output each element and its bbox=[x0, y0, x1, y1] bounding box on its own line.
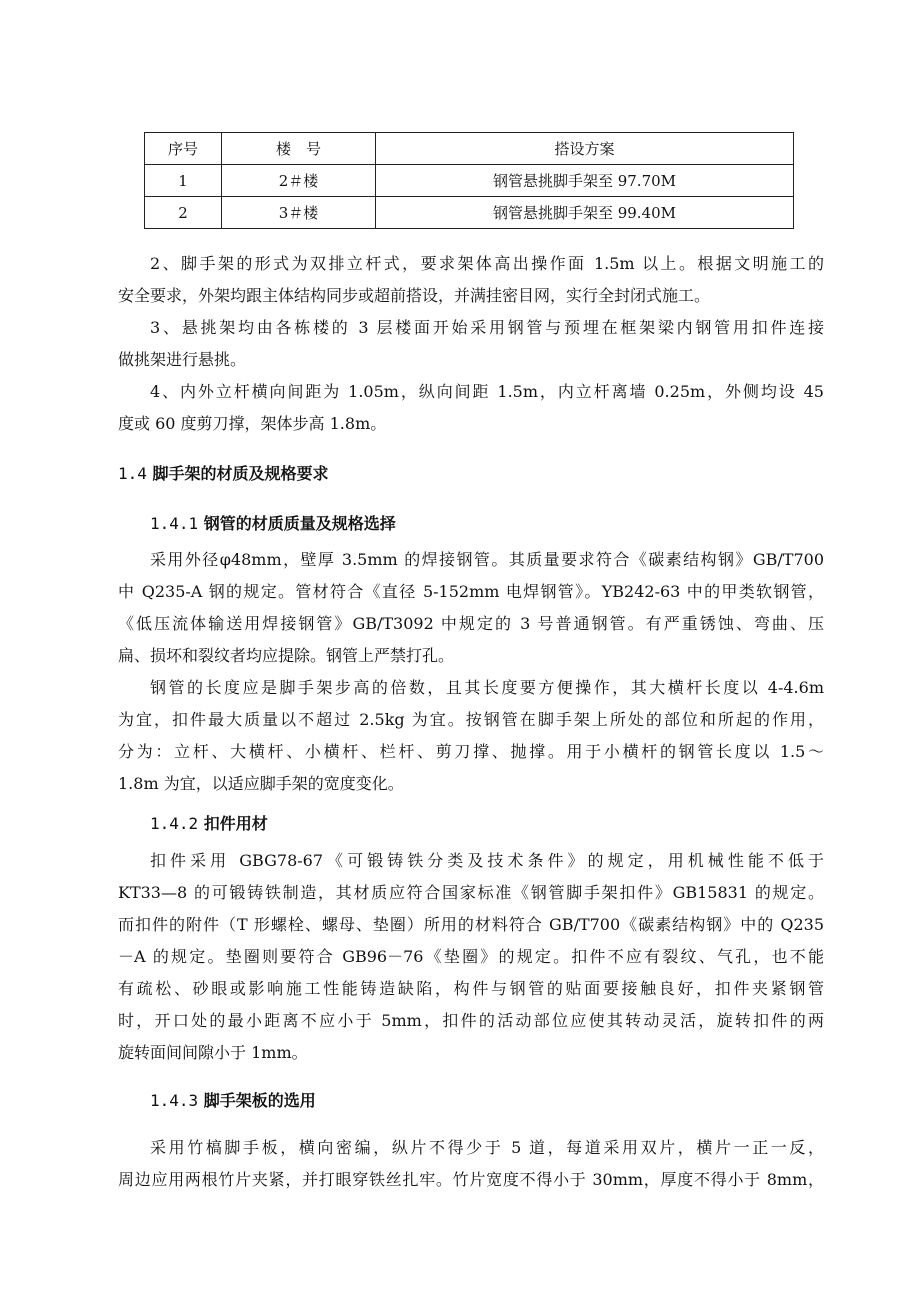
text-line: 1.8m 为宜，以适应脚手架的宽度变化。 bbox=[118, 774, 404, 793]
text-line: 采用竹槁脚手板，横向密编，纵片不得少于 5 道，每道采用双片，横片一正一反， bbox=[150, 1138, 824, 1157]
text-line: 安全要求，外架均跟主体结构同步或超前搭设，并满挂密目网，实行全封闭式施工。 bbox=[118, 286, 711, 305]
table-cell: 钢管悬挑脚手架至 97.70M bbox=[376, 165, 794, 197]
table-cell: 2＃楼 bbox=[222, 165, 376, 197]
section-number: 1.4.3 bbox=[150, 1091, 199, 1110]
text-line: 4、内外立杆横向间距为 1.05m，纵向间距 1.5m，内立杆离墙 0.25m，外侧均设 45 bbox=[150, 382, 824, 401]
section-number: 1.4.1 bbox=[150, 514, 199, 533]
table-row bbox=[145, 165, 794, 197]
paragraph-fastener-material bbox=[118, 845, 824, 1069]
text-line: 为宜，扣件最大质量以不超过 2.5kg 为宜。按钢管在脚手架上所处的部位和所起的作用， bbox=[118, 710, 824, 729]
section-heading-1-4-1 bbox=[150, 508, 396, 540]
scaffold-scheme-table bbox=[144, 132, 794, 229]
text-line: 扣件采用 GBG78-67《可锻铸铁分类及技术条件》的规定，用机械性能不低于 bbox=[150, 851, 824, 870]
section-heading-1-4-3 bbox=[150, 1085, 316, 1117]
section-number: 1.4.2 bbox=[150, 814, 199, 833]
section-heading-1-4 bbox=[118, 458, 329, 490]
text-line: 《低压流体输送用焊接钢管》GB/T3092 中规定的 3 号普通钢管。有严重锈蚀、弯曲、压 bbox=[118, 614, 824, 633]
text-line: 而扣件的附件（T 形螺栓、螺母、垫圈）所用的材料符合 GB/T700《碳素结构钢》中的 Q235 bbox=[118, 915, 824, 934]
section-title: 脚手架板的选用 bbox=[203, 1091, 316, 1110]
text-line: 周边应用两根竹片夹紧，并打眼穿铁丝扎牢。竹片宽度不得小于 30mm，厚度不得小于 8mm， bbox=[118, 1170, 824, 1189]
section-number: 1.4 bbox=[118, 464, 147, 483]
table-cell: 钢管悬挑脚手架至 99.40M bbox=[376, 197, 794, 229]
text-line: －A 的规定。垫圈则要符合 GB96－76《垫圈》的规定。扣件不应有裂纹、气孔，也不能 bbox=[118, 947, 824, 966]
text-line: 扁、损坏和裂纹者均应提除。钢管上严禁打孔。 bbox=[118, 646, 455, 665]
text-line: 中 Q235-A 钢的规定。管材符合《直径 5-152mm 电焊钢管》。YB242-63 中的甲类软钢管， bbox=[118, 582, 824, 601]
text-line: 时，开口处的最小距离不应小于 5mm，扣件的活动部位应使其转动灵活，旋转扣件的两 bbox=[118, 1011, 824, 1030]
table-row bbox=[145, 197, 794, 229]
section-heading-1-4-2 bbox=[150, 808, 268, 840]
paragraph-item-3 bbox=[118, 312, 824, 376]
table-cell: 2 bbox=[145, 197, 222, 229]
section-title: 扣件用材 bbox=[203, 814, 268, 833]
section-title: 脚手架的材质及规格要求 bbox=[152, 464, 329, 483]
text-line: KT33—8 的可锻铸铁制造，其材质应符合国家标准《钢管脚手架扣件》GB15831 的规定。 bbox=[118, 883, 824, 902]
paragraph-scaffold-board bbox=[118, 1132, 824, 1196]
paragraph-item-4 bbox=[118, 376, 824, 440]
text-line: 分为：立杆、大横杆、小横杆、栏杆、剪刀撑、抛撑。用于小横杆的钢管长度以 1.5～ bbox=[118, 742, 824, 761]
text-line: 做挑架进行悬挑。 bbox=[118, 350, 247, 369]
text-line: 采用外径φ48mm，壁厚 3.5mm 的焊接钢管。其质量要求符合《碳素结构钢》GB/T700 bbox=[150, 550, 824, 569]
table-cell: 3＃楼 bbox=[222, 197, 376, 229]
text-line: 有疏松、砂眼或影响施工性能铸造缺陷，构件与钢管的贴面要接触良好，扣件夹紧钢管 bbox=[118, 979, 824, 998]
text-line: 度或 60 度剪刀撑，架体步高 1.8m。 bbox=[118, 414, 387, 433]
table-cell: 1 bbox=[145, 165, 222, 197]
paragraph-steel-pipe-length bbox=[118, 672, 824, 800]
paragraph-steel-pipe-material bbox=[118, 544, 824, 672]
table-header: 序号 bbox=[145, 133, 222, 165]
table-header: 搭设方案 bbox=[376, 133, 794, 165]
text-line: 3、悬挑架均由各栋楼的 3 层楼面开始采用钢管与预埋在框架梁内钢管用扣件连接 bbox=[150, 318, 824, 337]
paragraph-item-2 bbox=[118, 248, 824, 312]
section-title: 钢管的材质质量及规格选择 bbox=[203, 514, 396, 533]
text-line: 旋转面间间隙小于 1mm。 bbox=[118, 1043, 308, 1062]
text-line: 钢管的长度应是脚手架步高的倍数，且其长度要方便操作，其大横杆长度以 4-4.6m bbox=[150, 678, 824, 697]
text-line: 2、脚手架的形式为双排立杆式，要求架体高出操作面 1.5m 以上。根据文明施工的 bbox=[150, 254, 824, 273]
table-header: 楼 号 bbox=[222, 133, 376, 165]
table-header-row bbox=[145, 133, 794, 165]
